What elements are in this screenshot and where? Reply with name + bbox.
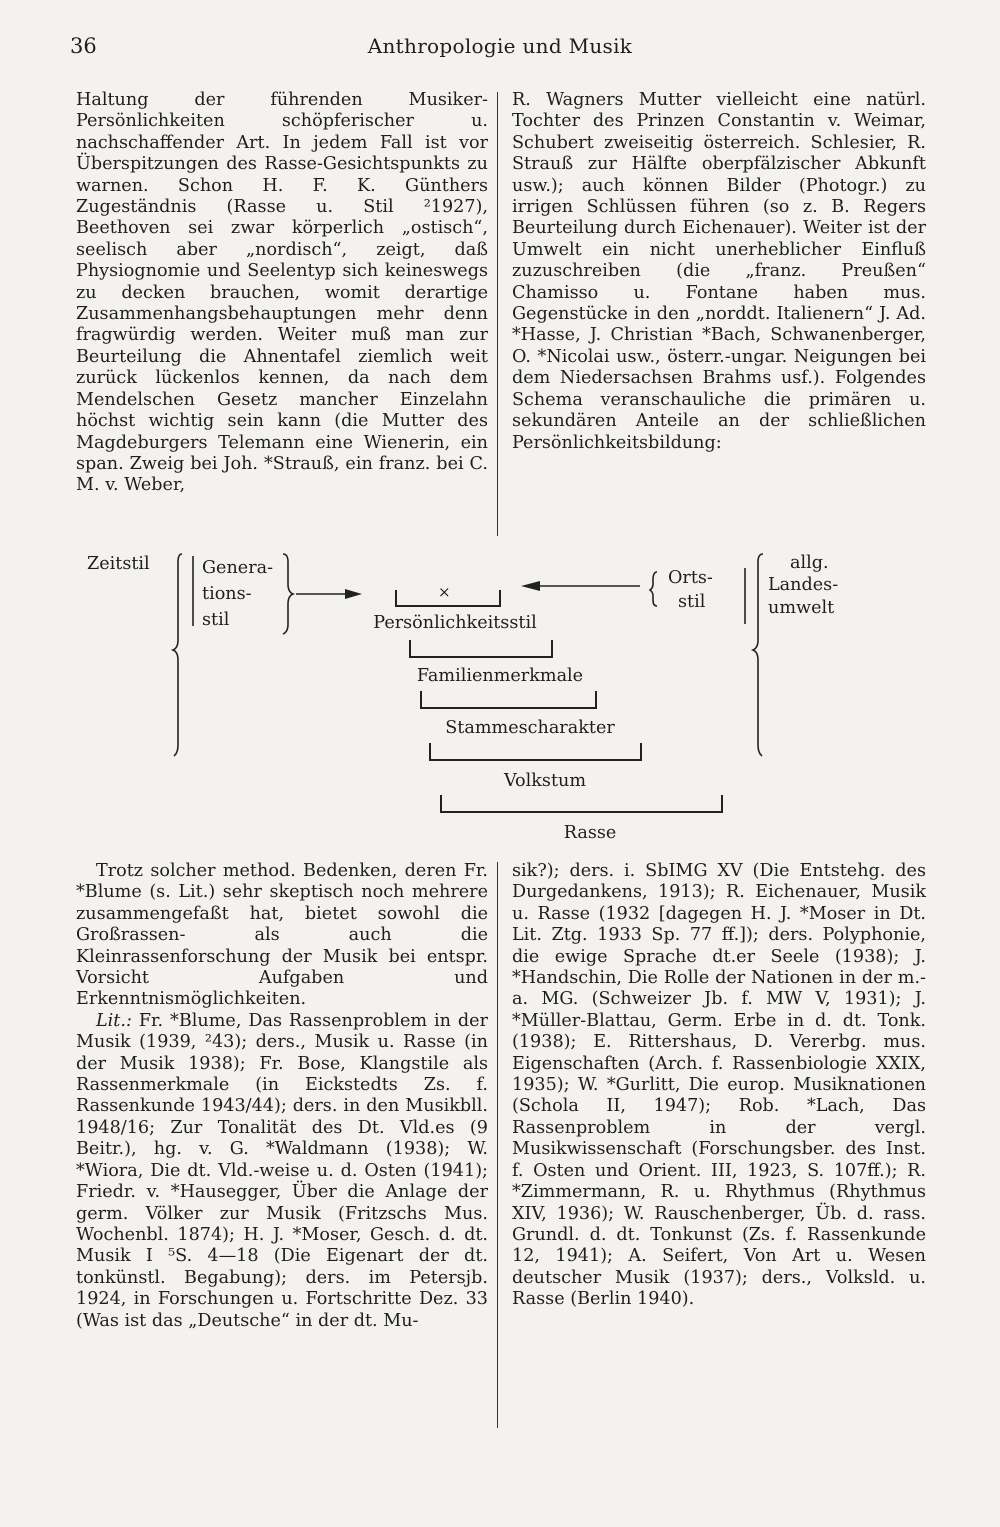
level-personlichkeitsstil: Persönlichkeitsstil	[373, 613, 537, 633]
level-familienmerkmale: Familienmerkmale	[416, 666, 584, 686]
running-head: Anthropologie und Musik	[367, 34, 633, 58]
ortsstil-label-1: Orts-	[668, 568, 713, 588]
level-bracket-3	[430, 743, 641, 760]
literature-text: Fr. *Blume, Das Rassenproblem in der Musik (1939, ²43); ders., Musik u. Rasse (in der Musik 1938); Fr. Bose, Klangstile als Rassenmerkmale (in Eickstedts Zs. f. Rassenkunde 1943/44); ders. in den Musikbll. 1948/16; Zur Tonalität des Dt. Vld.es (9 Beitr.), hg. v. G. *Waldmann (1938); W. *Wiora, Die dt. Vld.-weise u. d. Osten (1941); Friedr. v. *Hausegger, Über die Anlage der germ. Völker zur Musik (Fritzschs Mus. Wochenbl. 1874); H. J. *Moser, Gesch. d. dt. Musik I ⁵S. 4—18 (Die Eigenart der dt. tonkünstl. Begabung); ders. im Petersjb. 1924, in Forschungen u. Fortschritte Dez. 33 (Was ist das „Deutsche“ in der dt. Mu-	[76, 1010, 489, 1331]
text-column-right-top	[512, 90, 926, 454]
level-bracket-4	[441, 795, 722, 812]
level-bracket-1	[410, 640, 552, 657]
arrow-head-left	[345, 589, 362, 599]
landesumwelt-label-3: umwelt	[768, 598, 835, 618]
level-bracket-2	[421, 691, 596, 708]
x-mark: ×	[438, 583, 451, 601]
level-stammescharakter: Stammescharakter	[445, 718, 615, 738]
generationsstil-label-2: tions-	[202, 584, 252, 604]
level-rasse: Rasse	[563, 823, 617, 843]
generationsstil-label-1: Genera-	[202, 558, 274, 578]
paragraph: Trotz solcher method. Bedenken, deren Fr. *Blume (s. Lit.) sehr skeptisch noch mehrere zusammengefaßt hat, bietet sowohl die Großrassen- als auch die Kleinrassenforschung der Musik bei entspr. Vorsicht Aufgaben und Erkenntnismöglichkeiten.	[76, 861, 488, 1010]
lit-label: Lit.:	[96, 1010, 132, 1031]
generation-brace-right	[283, 554, 293, 634]
literature-continuation: sik?); ders. i. SbIMG XV (Die Entstehg. des Durgedankens, 1913); R. Eichenauer, Musik u. Rasse (1932 [dagegen H. J. *Moser in Dt. Lit. Ztg. 1933 Sp. 77 ff.]); ders. Polyphonie, die ewige Sprache dt.er Seele (1938); J. *Handschin, Die Rolle der Nationen in der m.-a. MG. (Schweizer Jb. f. MW V, 1931); J. *Müller-Blattau, Germ. Erbe in d. dt. Tonk. (1938); E. Rittershaus, D. Vererbg. mus. Eigenschaften (Arch. f. Rassenbiologie XXIX, 1935); W. *Gurlitt, Die europ. Musiknationen (Schola II, 1947); Rob. *Lach, Das Rassenproblem in der vergl. Musikwissenschaft (Forschungsber. des Inst. f. Osten und Orient. III, 1923, S. 107ff.); R. *Zimmermann, R. u. Rhythmus (Rhythmus XIV, 1936); W. Rauschenberger, Üb. d. rass. Grundl. d. dt. Tonkunst (Zs. f. Rassenkunde 12, 1941); A. Seifert, Von Art u. Wesen deutscher Musik (1937); ders., Volksld. u. Rasse (Berlin 1940).	[512, 861, 926, 1310]
zeitstil-label: Zeitstil	[87, 554, 150, 574]
paragraph: R. Wagners Mutter vielleicht eine natürl. Tochter des Prinzen Constantin v. Weimar, Schubert zweiseitig österreich. Schlesier, R. Strauß zur Hälfte oberpfälzischer Abkunft usw.); auch können Bilder (Photogr.) zu irrigen Schlüssen führen (so z. B. Regers Beurteilung durch Eichenauer). Weiter ist der Umwelt ein nicht unerheblicher Einfluß zuzuschreiben (die „franz. Preußen“ Chamisso u. Fontane haben mus. Gegenstücke in den „norddt. Italienern“ J. Ad. *Hasse, J. Christian *Bach, Schwanenberger, O. *Nicolai usw., österr.-ungar. Neigungen bei dem Niedersachsen Brahms usf.). Folgendes Schema veranschauliche die primären u. sekundären Anteile an der schließlichen Persönlichkeitsbildung:	[512, 90, 926, 453]
diagram-lines	[0, 540, 1000, 860]
paragraph: Haltung der führenden Musiker-Persönlichkeiten schöpferischer u. nachschaffender Art. In jedem Fall ist vor Überspitzungen des Rasse-Gesichtspunkts zu warnen. Schon H. F. K. Günthers Zugeständnis (Rasse u. Stil ²1927), Beethoven sei zwar körperlich „ostisch“, seelisch aber „nordisch“, zeigt, daß Physiognomie und Seelentyp sich keineswegs zu decken brauchen, womit derartige Zusammenhangsbehauptungen mehr denn fragwürdig werden. Weiter muß man zur Beurteilung die Ahnentafel ziemlich weit zurück lückenlos kennen, da nach dem Mendelschen Gesetz mancher Einzelahn höchst wichtig sein kann (die Mutter des Magdeburgers Telemann eine Wienerin, ein span. Zweig bei Joh. *Strauß, ein franz. bei C. M. v. Weber,	[76, 90, 488, 496]
ortsstil-label-2: stil	[678, 592, 706, 612]
text-column-left-top	[76, 90, 488, 497]
landesumwelt-brace	[753, 554, 763, 756]
landesumwelt-label-1: allg.	[790, 553, 829, 573]
page-number: 36	[70, 34, 97, 58]
generationsstil-label-3: stil	[202, 610, 230, 630]
zeitstil-brace	[173, 554, 182, 756]
column-divider	[497, 92, 498, 536]
literature-paragraph	[76, 1011, 488, 1332]
ortsstil-brace	[650, 572, 657, 606]
text-column-left-bottom	[76, 861, 488, 1332]
level-volkstum: Volkstum	[503, 771, 587, 791]
arrow-head-right	[521, 581, 540, 591]
text-column-right-bottom	[512, 861, 926, 1311]
landesumwelt-label-2: Landes-	[768, 575, 839, 595]
personality-schema-diagram	[0, 540, 1000, 860]
column-divider	[497, 862, 498, 1428]
